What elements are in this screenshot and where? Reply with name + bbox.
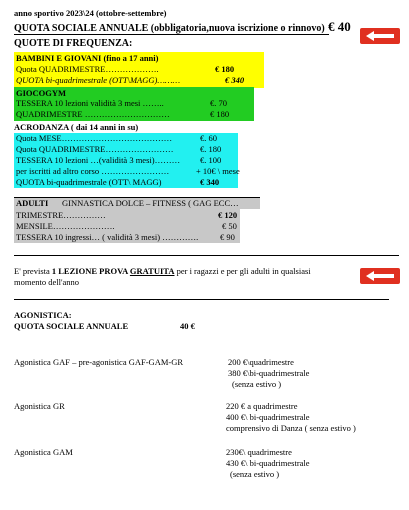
arrow-left-icon[interactable]: [360, 28, 400, 44]
agonistica-item-gr-line-2: 400 €\ bi-quadrimestrale: [226, 412, 310, 422]
bambini-row-1-price: € 180: [215, 64, 235, 74]
acrodanza-row-1-price: €. 60: [200, 133, 217, 143]
quota-sociale-price: € 40: [328, 19, 351, 34]
agonistica-title: AGONISTICA:: [14, 310, 72, 320]
giocogym-row-1-price: €. 70: [210, 98, 227, 108]
acrodanza-row-1-label: Quota MESE…………………………………: [16, 133, 173, 143]
prova-pre: E' prevista: [14, 266, 52, 276]
adulti-row-2-label: MENSILE………………….: [16, 221, 115, 231]
agonistica-item-gam-line-1: 230€\ quadrimestre: [226, 447, 292, 457]
agonistica-item-gam-line-2: 430 €\ bi-quadrimestrale: [226, 458, 310, 468]
giocogym-row-2-price: € 180: [210, 109, 230, 119]
adulti-row-2-price: € 50: [222, 221, 237, 231]
season-title: anno sportivo 2023\24 (ottobre-settembre): [14, 8, 167, 18]
adulti-subtitle: GINNASTICA DOLCE – FITNESS ( GAG ECC…: [62, 198, 239, 208]
agonistica-quota-label: QUOTA SOCIALE ANNUALE: [14, 321, 129, 331]
agonistica-item-gr-line-3: comprensivo di Danza ( senza estivo ): [226, 423, 356, 433]
acrodanza-title: ACRODANZA ( dai 14 anni in su): [14, 122, 139, 132]
prova-post: per i ragazzi e per gli adulti in qualsiasi: [174, 266, 311, 276]
agonistica-item-gaf-line-1: 200 €\quadrimestre: [228, 357, 294, 367]
acrodanza-row-5-label: QUOTA bi-quadrimestrale (OTT\ MAGG): [16, 177, 162, 187]
agonistica-item-gaf-name: Agonistica GAF – pre-agonistica GAF-GAM-GR: [14, 357, 184, 367]
divider: [14, 34, 329, 35]
adulti-row-3-price: € 90: [220, 232, 235, 242]
arrow-left-icon[interactable]: [360, 268, 400, 284]
adulti-row-3-label: TESSERA 10 ingressi… ( validità 3 mesi) ………….: [16, 232, 199, 242]
adulti-row-1-price: € 120: [218, 210, 238, 220]
agonistica-item-gr-line-1: 220 € a quadrimestre: [226, 401, 298, 411]
agonistica-item-gam-name: Agonistica GAM: [14, 447, 73, 457]
prova-line-1: [14, 266, 311, 277]
acrodanza-row-4-price: + 10€ \ mese: [196, 166, 240, 176]
agonistica-item-gaf-line-3: (senza estivo ): [232, 379, 282, 389]
acrodanza-row-5-price: € 340: [200, 177, 220, 187]
giocogym-row-2-label: QUADRIMESTRE …………………………: [16, 109, 170, 119]
agonistica-quota-price: 40 €: [180, 321, 195, 331]
acrodanza-row-2-label: Quota QUADRIMESTRE……………………: [16, 144, 174, 154]
bambini-row-2-price: € 340: [225, 75, 245, 85]
acrodanza-row-3-label: TESSERA 10 lezioni …(validità 3 mesi)………: [16, 155, 181, 165]
prova-bold: 1 LEZIONE PROVA: [51, 266, 130, 276]
adulti-row-1-label: TRIMESTRE……………: [16, 210, 106, 220]
acrodanza-row-2-price: €. 180: [200, 144, 222, 154]
divider: [14, 255, 399, 256]
giocogym-row-1-label: TESSERA 10 lezioni validità 3 mesi ……..: [16, 98, 164, 108]
adulti-title: ADULTI: [16, 198, 49, 208]
acrodanza-row-4-label: per iscritti ad altro corso ……………………: [16, 166, 170, 176]
agonistica-item-gam-line-3: (senza estivo ): [230, 469, 280, 479]
giocogym-title: GIOCOGYM: [16, 88, 67, 98]
bambini-row-2-label: QUOTA bi-quadrimestrale (OTT\MAGG)………: [16, 75, 181, 85]
agonistica-item-gaf-line-2: 380 €\bi-quadrimestrale: [228, 368, 310, 378]
divider: [14, 299, 389, 300]
quota-sociale-label: QUOTA SOCIALE ANNUALE (obbligatoria,nuova iscrizione o rinnovo): [14, 23, 325, 34]
quote-frequenza-title: QUOTE DI FREQUENZA:: [14, 38, 133, 49]
prova-gratuita: GRATUITA: [129, 266, 175, 276]
prova-line-2: momento dell'anno: [14, 277, 80, 287]
bambini-title: BAMBINI E GIOVANI (fino a 17 anni): [16, 53, 159, 63]
acrodanza-row-3-price: €. 100: [200, 155, 222, 165]
agonistica-item-gr-name: Agonistica GR: [14, 401, 65, 411]
bambini-row-1-label: Quota QUADRIMESTRE……………….: [16, 64, 159, 74]
